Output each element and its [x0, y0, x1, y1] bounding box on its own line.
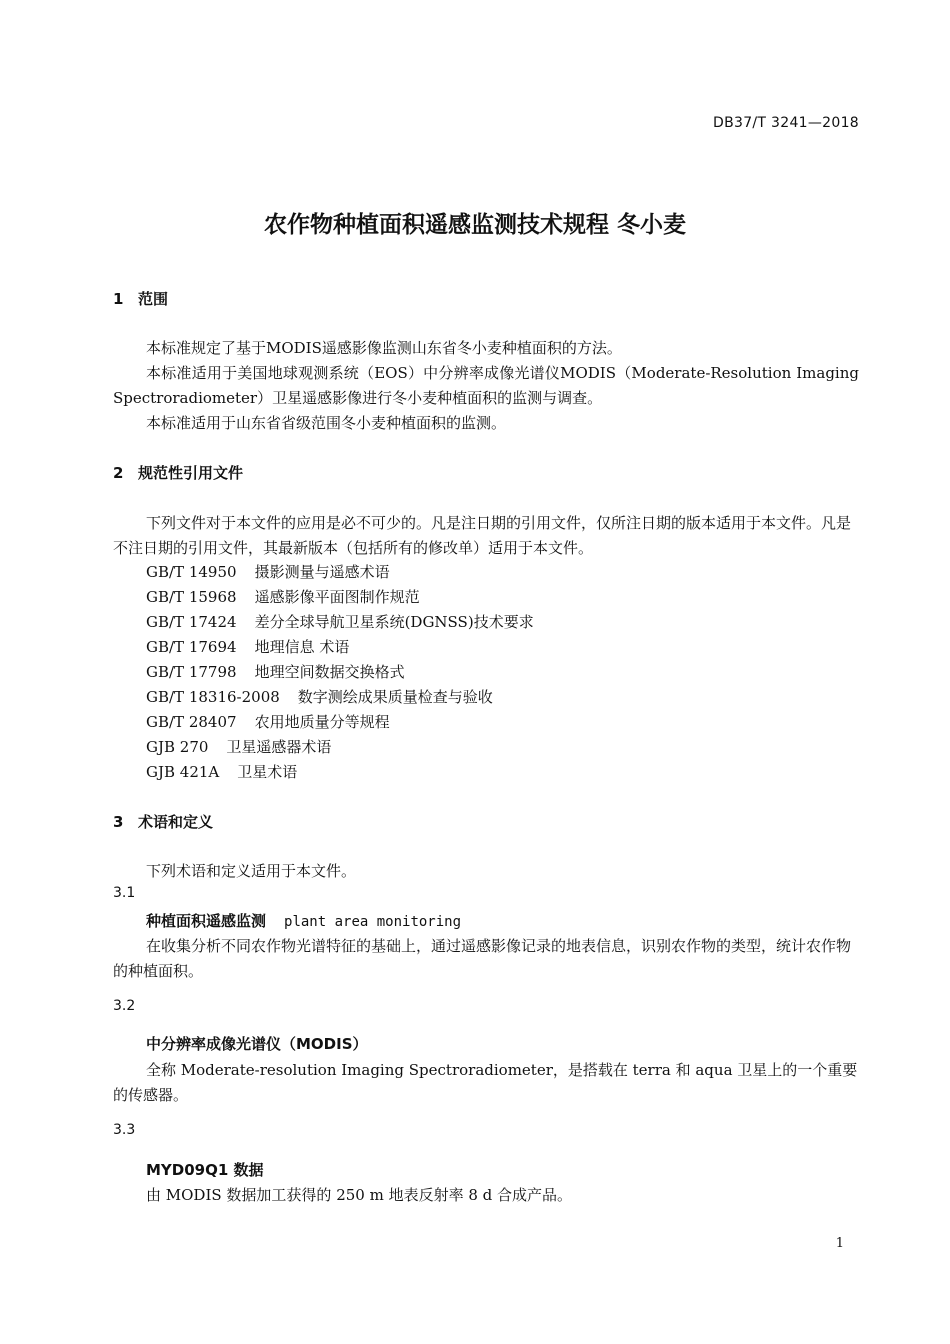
term-name	[146, 1033, 368, 1054]
reference-title: 遥感影像平面图制作规范	[254, 588, 420, 606]
reference-title: 地理信息 术语	[254, 638, 350, 656]
document-title: 农作物种植面积遥感监测技术规程 冬小麦	[263, 212, 686, 238]
term-name	[146, 1159, 264, 1180]
reference-code: GB/T 17798	[146, 663, 237, 681]
reference-item	[146, 661, 405, 682]
reference-code: GJB 270	[146, 738, 209, 756]
standard-code: DB37/T 3241—2018	[713, 115, 859, 131]
term-definition: 全称 Moderate-resolution Imaging Spectroradiometer，是搭载在 terra 和 aqua 卫星上的一个重要的传感器。	[113, 1061, 858, 1104]
reference-code: GJB 421A	[146, 763, 220, 781]
section-1-number: 1	[113, 290, 124, 308]
section-3-number: 3	[113, 813, 124, 831]
reference-title: 卫星术语	[237, 763, 298, 781]
term-name-zh: 中分辨率成像光谱仪（MODIS）	[146, 1035, 368, 1053]
reference-code: GB/T 17694	[146, 638, 237, 656]
reference-item	[146, 561, 390, 582]
reference-title: 数字测绘成果质量检查与验收	[297, 688, 493, 706]
reference-item	[146, 611, 534, 632]
reference-code: GB/T 17424	[146, 613, 237, 631]
reference-code: GB/T 14950	[146, 563, 237, 581]
section-2-title: 规范性引用文件	[138, 464, 244, 482]
reference-code: GB/T 18316-2008	[146, 688, 280, 706]
reference-item	[146, 586, 420, 607]
page-number: 1	[835, 1236, 844, 1251]
term-name-zh: 种植面积遥感监测	[146, 912, 267, 930]
term-number: 3.2	[113, 998, 136, 1014]
section-1-paragraph-2: 本标准适用于美国地球观测系统（EOS）中分辨率成像光谱仪MODIS（Moderate-Resolution Imaging Spectroradiometer）卫星遥感影像进行冬小麦种植面积的监测与调查。	[113, 364, 859, 407]
reference-item	[146, 736, 331, 757]
section-3-intro: 下列术语和定义适用于本文件。	[146, 862, 357, 880]
section-1-paragraph-1: 本标准规定了基于MODIS遥感影像监测山东省冬小麦种植面积的方法。	[146, 339, 622, 357]
term-name-zh: MYD09Q1 数据	[146, 1161, 264, 1179]
term-name-en: plant area monitoring	[284, 914, 462, 930]
term-definition: 在收集分析不同农作物光谱特征的基础上，通过遥感影像记录的地表信息，识别农作物的类型，统计农作物的种植面积。	[113, 937, 852, 980]
reference-item	[146, 686, 493, 707]
section-3-heading	[113, 811, 213, 832]
reference-item	[146, 636, 349, 657]
term-number: 3.3	[113, 1122, 136, 1138]
term-number: 3.1	[113, 885, 136, 901]
reference-title: 卫星遥感器术语	[226, 738, 332, 756]
section-1-paragraph-3: 本标准适用于山东省省级范围冬小麦种植面积的监测。	[146, 414, 507, 432]
section-3-title: 术语和定义	[138, 813, 214, 831]
section-1-title: 范围	[138, 290, 169, 308]
section-2-heading	[113, 462, 243, 483]
reference-code: GB/T 15968	[146, 588, 237, 606]
reference-code: GB/T 28407	[146, 713, 237, 731]
reference-title: 地理空间数据交换格式	[254, 663, 405, 681]
reference-item	[146, 711, 390, 732]
term-definition: 由 MODIS 数据加工获得的 250 m 地表反射率 8 d 合成产品。	[146, 1186, 573, 1204]
section-2-intro: 下列文件对于本文件的应用是必不可少的。凡是注日期的引用文件，仅所注日期的版本适用于本文件。凡是不注日期的引用文件，其最新版本（包括所有的修改单）适用于本文件。	[113, 514, 852, 557]
reference-title: 摄影测量与遥感术语	[254, 563, 390, 581]
term-name	[146, 910, 461, 931]
reference-title: 农用地质量分等规程	[254, 713, 390, 731]
reference-title: 差分全球导航卫星系统(DGNSS)技术要求	[254, 613, 534, 631]
reference-item	[146, 761, 297, 782]
section-2-number: 2	[113, 464, 124, 482]
section-1-heading	[113, 288, 168, 309]
